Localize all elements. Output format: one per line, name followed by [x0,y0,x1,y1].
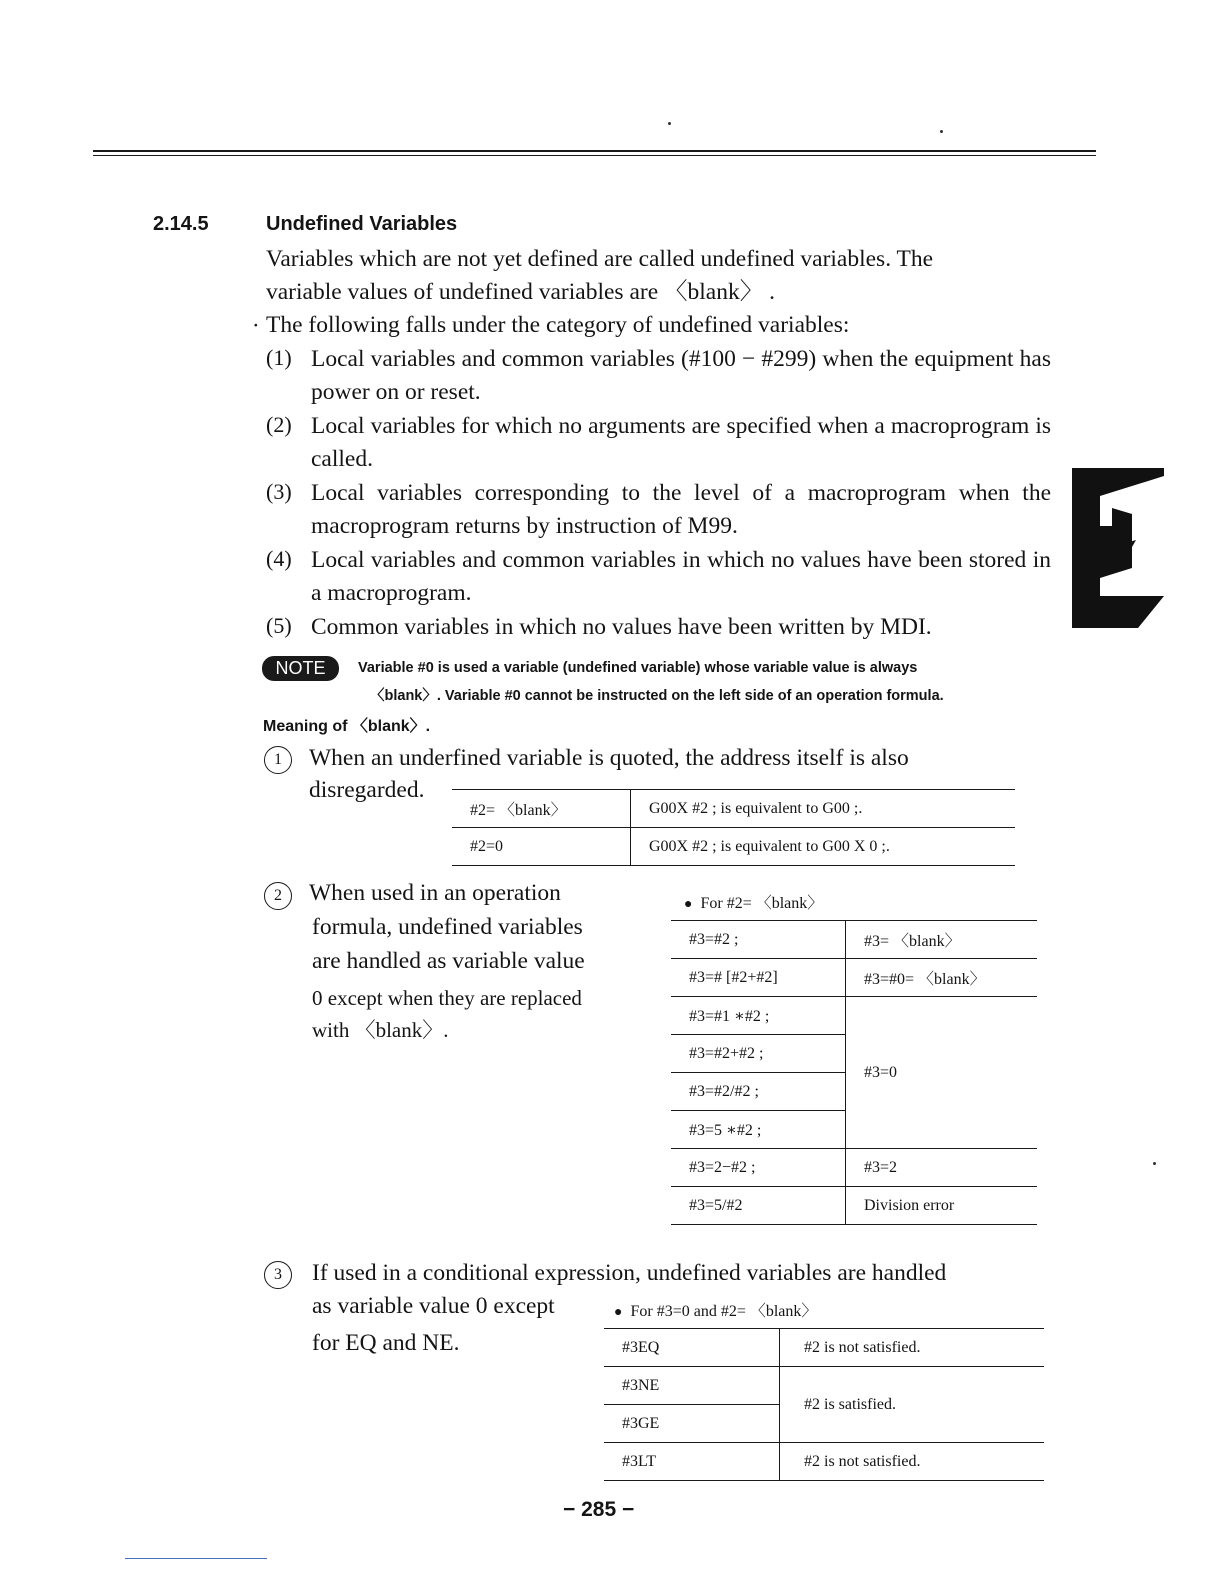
list-item-text: Local variables corresponding to the level of a macroprogram when the macroprogram returns by instruction of M99. [311,480,1051,539]
table-cell: #3LT [604,1443,780,1481]
table-cell: #2=0 [452,828,631,866]
header-rule-top [93,150,1096,152]
scan-speck [940,130,943,133]
table-row [671,921,1037,959]
table-cell: #3=#1 ∗#2 ; [671,997,846,1035]
table-row [671,959,1037,997]
table-cell: #3=#0= 〈blank〉 [846,959,1038,997]
scan-speck [668,122,671,125]
table-row [452,790,1015,828]
table-row [604,1367,1044,1405]
table-cell: #2 is not satisfied. [780,1443,1045,1481]
table-row [671,1187,1037,1225]
table-cell-merged: #2 is satisfied. [780,1367,1045,1443]
caption-text: For #3=0 and #2= 〈blank〉 [630,1303,818,1320]
table-row [604,1329,1044,1367]
item-2-table [671,920,1037,1225]
item-3-table [604,1328,1044,1481]
list-item-text: Common variables in which no values have been written by MDI. [311,614,932,640]
table-cell: #3=5 ∗#2 ; [671,1111,846,1149]
list-item-number: (3) [266,479,292,504]
table-cell: #3=5/#2 [671,1187,846,1225]
item-2-line-2: formula, undefined variables [312,914,583,940]
table-cell: #2= 〈blank〉 [452,790,631,828]
section-number: 2.14.5 [153,213,209,235]
bullet-dot: · [252,313,260,338]
intro-line-1: Variables which are not yet defined are called undefined variables. The [266,246,934,272]
table-row [671,1149,1037,1187]
table-cell: #3EQ [604,1329,780,1367]
item-2-line-1: When used in an operation [309,880,561,906]
note-line-2: 〈blank〉. Variable #0 cannot be instructed on the left side of an operation formula. [370,688,944,704]
list-item-text: Local variables and common variables (#100 − #299) when the equipment has power on or reset. [311,346,1051,405]
table-cell: #3GE [604,1405,780,1443]
meaning-heading: Meaning of 〈blank〉. [263,718,431,735]
section-title: Undefined Variables [266,213,458,235]
note-line-1: Variable #0 is used a variable (undefined variable) whose variable value is always [358,660,918,676]
item-1-line-2: disregarded. [309,777,425,803]
item-2-caption [684,890,823,913]
bullet-icon: ● [614,1305,623,1320]
table-cell: #3=2 [846,1149,1038,1187]
item-3-line-3: for EQ and NE. [312,1330,460,1356]
item-2-marker: 2 [264,882,292,910]
item-1-marker: 1 [264,746,292,774]
table-cell: #3=#2+#2 ; [671,1035,846,1073]
scan-speck [1153,1162,1156,1165]
table-cell: #3=# [#2+#2] [671,959,846,997]
table-cell: #3=#2/#2 ; [671,1073,846,1111]
table-cell: G00X #2 ; is equivalent to G00 ;. [631,790,1016,828]
table-cell: #3=2−#2 ; [671,1149,846,1187]
item-2-line-5: with 〈blank〉. [312,1018,449,1042]
item-2-line-3: are handled as variable value [312,948,585,974]
intro-line-2: variable values of undefined variables are 〈blank〉 . [266,279,775,305]
table-cell: #3NE [604,1367,780,1405]
list-item-text: Local variables for which no arguments are specified when a macroprogram is called. [311,413,1051,472]
table-cell: #3=#2 ; [671,921,846,959]
page-number: − 285 − [563,1498,635,1521]
item-3-line-1: If used in a conditional expression, undefined variables are handled [312,1260,947,1286]
table-row [604,1443,1044,1481]
category-line: The following falls under the category of undefined variables: [266,312,850,338]
item-3-line-2: as variable value 0 except [312,1293,555,1319]
table-row [671,997,1037,1035]
list-item-text: Local variables and common variables in which no values have been stored in a macroprogram. [311,547,1051,606]
table-row [452,828,1015,866]
list-item-number: (2) [266,412,292,437]
list-item-number: (5) [266,613,292,638]
bullet-icon: ● [684,897,693,912]
header-rule-bottom [93,155,1096,156]
item-1-table [452,789,1015,866]
table-cell: #3= 〈blank〉 [846,921,1038,959]
footer-line [125,1558,267,1559]
item-3-caption [614,1298,817,1321]
item-3-marker: 3 [264,1261,292,1289]
table-cell: Division error [846,1187,1038,1225]
table-cell-merged: #3=0 [846,997,1038,1149]
note-badge: NOTE [262,656,339,681]
caption-text: For #2= 〈blank〉 [700,895,824,912]
chapter-tab-icon [1072,468,1164,628]
item-1-line-1: When an underfined variable is quoted, the address itself is also [309,745,909,771]
item-2-line-4: 0 except when they are replaced [312,986,582,1010]
list-item-number: (4) [266,546,292,571]
table-cell: #2 is not satisfied. [780,1329,1045,1367]
table-cell: G00X #2 ; is equivalent to G00 X 0 ;. [631,828,1016,866]
list-item-number: (1) [266,345,292,370]
